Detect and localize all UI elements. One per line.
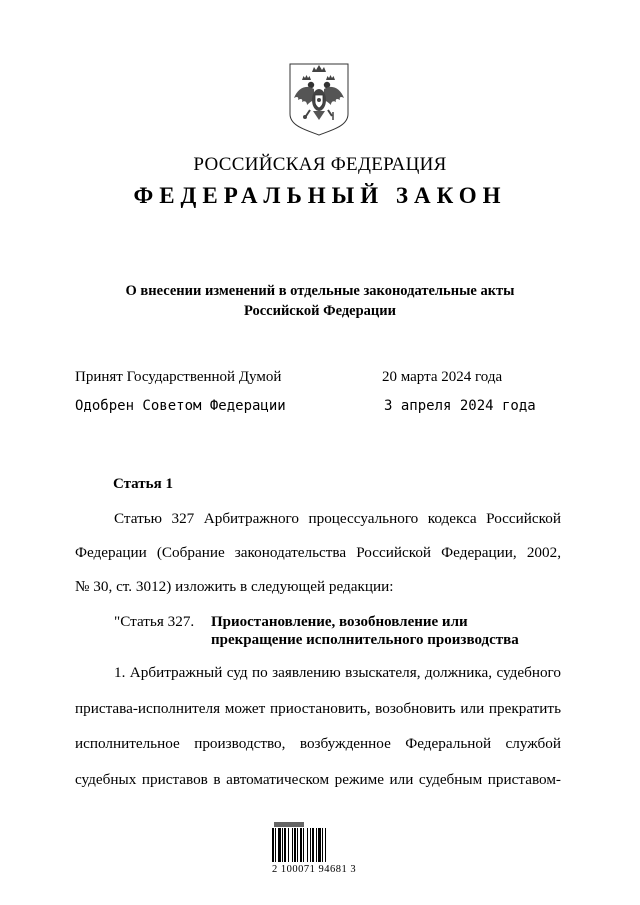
law-subject [60,281,580,321]
approved-by-label: Одобрен Советом Федерации [75,398,286,414]
law-subject-line: Российской Федерации [243,303,396,319]
paragraph-line: Статью 327 Арбитражного процессуального кодекса Российской [114,510,561,527]
quoted-article-title-line: Приостановление, возобновление или [211,614,468,630]
paragraph-line: исполнительное производство, возбужденное Федеральной службой [75,735,561,752]
paragraph-line: пристава-исполнителя может приостановить, возобновить или прекратить [75,700,561,717]
paragraph-line: судебных приставов в автоматическом режиме или судебным приставом- [75,771,561,788]
country-name: РОССИЙСКАЯ ФЕДЕРАЦИЯ [193,154,447,175]
paragraph-line: Федерации (Собрание законодательства Российской Федерации, 2002, [75,544,561,561]
paragraph-line: 1. Арбитражный суд по заявлению взыскателя, должника, судебного [114,664,561,681]
approved-date: 3 апреля 2024 года [384,398,536,414]
barcode-icon [272,822,356,862]
document-type-title: ФЕДЕРАЛЬНЫЙ ЗАКОН [133,183,507,208]
quoted-article-number: "Статья 327. [114,613,195,630]
quoted-article-title [211,613,519,649]
adopted-date: 20 марта 2024 года [382,369,503,385]
paragraph-line: № 30, ст. 3012) изложить в следующей редакции: [75,578,394,595]
barcode-number: 2 100071 94681 3 [272,864,357,875]
law-subject-line: О внесении изменений в отдельные законодательные акты [125,283,515,299]
article-heading: Статья 1 [113,476,173,492]
quoted-article-title-line: прекращение исполнительного производства [211,632,519,648]
coat-of-arms-icon [288,62,350,136]
adopted-by-label: Принят Государственной Думой [75,369,282,385]
